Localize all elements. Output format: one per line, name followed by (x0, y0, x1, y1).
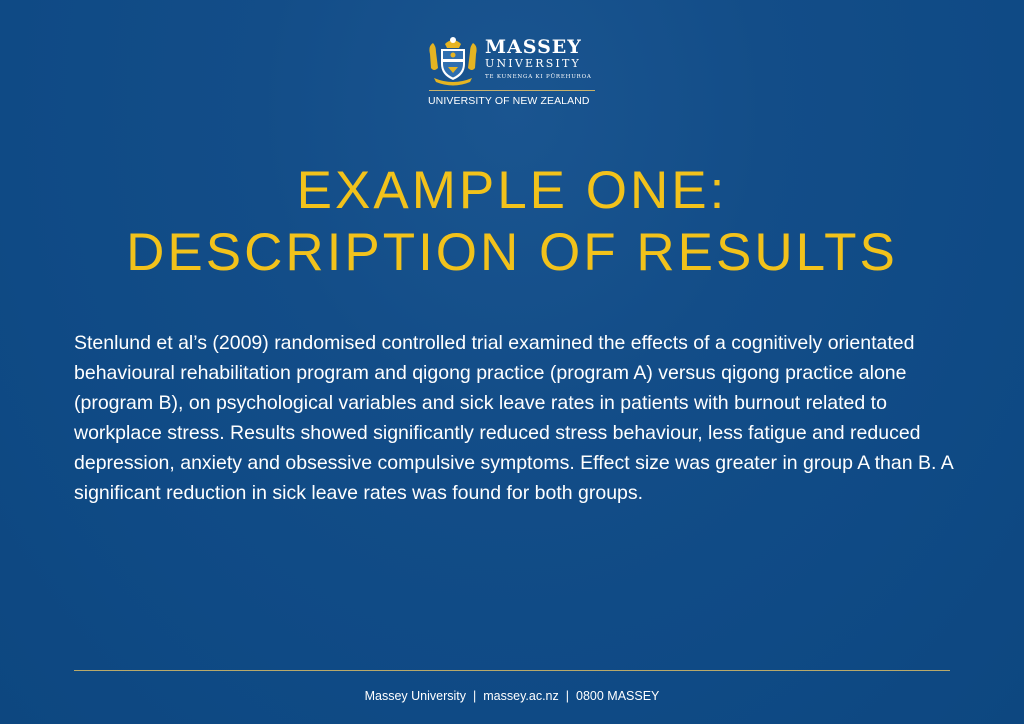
massey-crest-icon (428, 34, 478, 86)
wordmark-maori-name: TE KUNENGA KI PŪREHUROA (485, 74, 592, 80)
footer-name: Massey University (364, 689, 467, 703)
wordmark-university: UNIVERSITY (485, 57, 581, 70)
footer-separator: | (473, 689, 477, 703)
logo-subtitle: UNIVERSITY OF NEW ZEALAND (428, 95, 590, 107)
massey-logo (428, 34, 608, 114)
slide-title-line1: EXAMPLE ONE: (296, 161, 728, 220)
wordmark-massey: MASSEY (485, 36, 582, 58)
results-paragraph: Stenlund et al’s (2009) randomised controlled trial examined the effects of a cognitively orientated behavioural rehabilitation program and qigong practice (program A) versus qigong practice alone (program B), on psychological variables and sick leave rates in patients with burnout related to workplace stress. Results showed significantly reduced stress behaviour, less fatigue and reduced depression, anxiety and obsessive compulsive symptoms. Effect size was greater in group A than B. A significant reduction in sick leave rates was found for both groups. (74, 332, 953, 504)
footer (0, 689, 1024, 703)
logo-divider (429, 90, 595, 91)
footer-divider (74, 670, 950, 671)
wordmark (485, 38, 605, 83)
footer-phone: 0800 MASSEY (576, 689, 660, 703)
slide-title (0, 160, 1024, 284)
slide-title-line2: DESCRIPTION OF RESULTS (126, 223, 898, 282)
footer-separator: | (565, 689, 570, 703)
footer-website: massey.ac.nz (483, 689, 559, 703)
